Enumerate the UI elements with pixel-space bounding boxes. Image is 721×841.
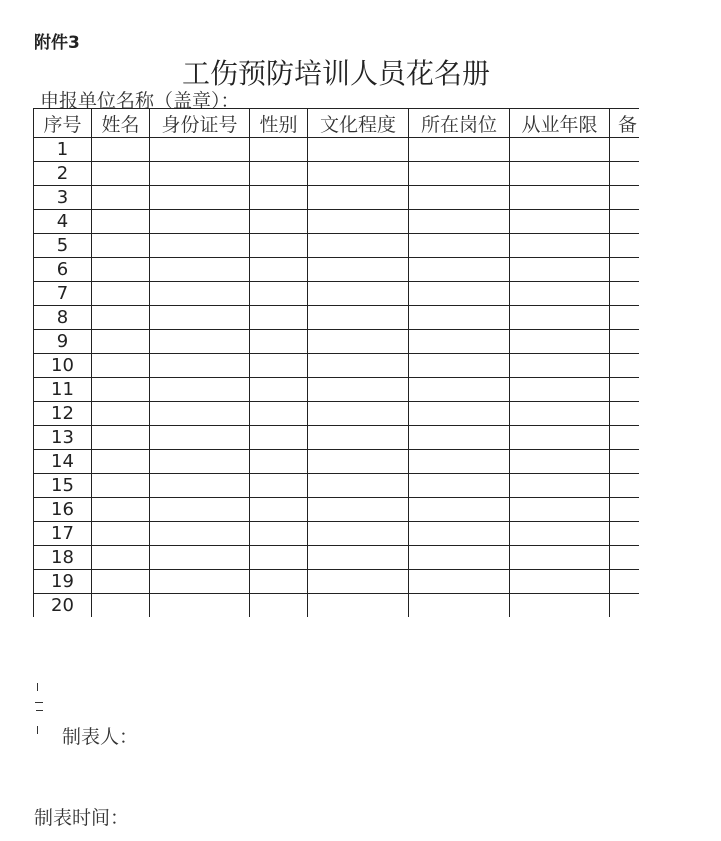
row-serial-number: 5 — [34, 234, 92, 258]
table-cell — [510, 234, 610, 258]
table-row — [34, 306, 640, 330]
table-cell — [610, 162, 640, 186]
table-cell — [510, 378, 610, 402]
table-cell — [409, 138, 510, 162]
table-cell — [409, 522, 510, 546]
table-cell — [250, 306, 308, 330]
table-cell — [92, 330, 150, 354]
table-row — [34, 594, 640, 618]
table-row — [34, 210, 640, 234]
table-cell — [150, 378, 250, 402]
row-serial-number: 1 — [34, 138, 92, 162]
table-cell — [610, 234, 640, 258]
table-cell — [250, 546, 308, 570]
table-row — [34, 234, 640, 258]
table-cell — [92, 306, 150, 330]
row-serial-number: 15 — [34, 474, 92, 498]
table-cell — [250, 570, 308, 594]
table-cell — [610, 282, 640, 306]
table-row — [34, 186, 640, 210]
table-cell — [610, 498, 640, 522]
table-row — [34, 546, 640, 570]
table-cell — [610, 378, 640, 402]
table-cell — [92, 234, 150, 258]
table-cell — [92, 186, 150, 210]
table-cell — [308, 282, 409, 306]
table-cell — [409, 162, 510, 186]
header-name: 姓名 — [92, 109, 150, 138]
table-cell — [150, 498, 250, 522]
table-cell — [510, 354, 610, 378]
table-cell — [510, 594, 610, 618]
table-cell — [150, 210, 250, 234]
table-cell — [250, 282, 308, 306]
table-cell — [250, 354, 308, 378]
table-cell — [510, 186, 610, 210]
table-cell — [92, 258, 150, 282]
row-serial-number: 20 — [34, 594, 92, 618]
table-cell — [92, 402, 150, 426]
table-cell — [92, 474, 150, 498]
table-cell — [308, 330, 409, 354]
table-cell — [250, 378, 308, 402]
maker-label: 制表人： — [62, 726, 139, 748]
table-row — [34, 522, 640, 546]
table-cell — [250, 234, 308, 258]
table-cell — [150, 138, 250, 162]
table-cell — [610, 306, 640, 330]
table-cell — [308, 402, 409, 426]
attachment-label: 附件3 — [34, 33, 80, 53]
make-time-label: 制表时间： — [34, 807, 130, 829]
table-cell — [610, 186, 640, 210]
table-cell — [150, 570, 250, 594]
row-serial-number: 13 — [34, 426, 92, 450]
header-education: 文化程度 — [308, 109, 409, 138]
table-row — [34, 258, 640, 282]
table-cell — [308, 450, 409, 474]
table-cell — [610, 474, 640, 498]
table-cell — [308, 594, 409, 618]
table-cell — [610, 402, 640, 426]
table-cell — [92, 498, 150, 522]
table-cell — [409, 450, 510, 474]
table-cell — [510, 402, 610, 426]
table-cell — [250, 330, 308, 354]
table-cell — [92, 546, 150, 570]
table-body — [34, 138, 640, 618]
table-cell — [308, 162, 409, 186]
table-cell — [510, 162, 610, 186]
header-years-experience: 从业年限 — [510, 109, 610, 138]
row-serial-number: 3 — [34, 186, 92, 210]
unit-name-label: 申报单位名称（盖章）： — [40, 90, 240, 112]
table-cell — [409, 474, 510, 498]
table-cell — [610, 426, 640, 450]
table-cell — [92, 594, 150, 618]
row-serial-number: 8 — [34, 306, 92, 330]
table-row — [34, 378, 640, 402]
table-row — [34, 138, 640, 162]
table-cell — [510, 282, 610, 306]
table-cell — [409, 234, 510, 258]
table-header-row — [34, 109, 640, 138]
table-cell — [150, 330, 250, 354]
table-cell — [510, 258, 610, 282]
table-cell — [150, 594, 250, 618]
table-cell — [308, 354, 409, 378]
row-serial-number: 10 — [34, 354, 92, 378]
table-cell — [308, 474, 409, 498]
table-cell — [409, 210, 510, 234]
table-cell — [510, 546, 610, 570]
table-cell — [150, 258, 250, 282]
table-cell — [308, 306, 409, 330]
table-cell — [150, 402, 250, 426]
table-cell — [150, 546, 250, 570]
table-row — [34, 426, 640, 450]
table-cell — [610, 258, 640, 282]
table-cell — [150, 162, 250, 186]
table-cell — [510, 474, 610, 498]
table-cell — [250, 426, 308, 450]
table-cell — [250, 594, 308, 618]
table-cell — [610, 450, 640, 474]
table-cell — [308, 426, 409, 450]
header-gender: 性别 — [250, 109, 308, 138]
row-serial-number: 7 — [34, 282, 92, 306]
table-cell — [92, 282, 150, 306]
row-serial-number: 9 — [34, 330, 92, 354]
row-serial-number: 17 — [34, 522, 92, 546]
table-cell — [409, 306, 510, 330]
table-cell — [308, 258, 409, 282]
table-cell — [308, 546, 409, 570]
table-cell — [92, 138, 150, 162]
page-title: 工伤预防培训人员花名册 — [181, 57, 490, 90]
table-cell — [610, 330, 640, 354]
table-row — [34, 450, 640, 474]
table-cell — [150, 474, 250, 498]
table-cell — [250, 210, 308, 234]
table-cell — [250, 402, 308, 426]
roster-table-container — [33, 108, 639, 617]
table-cell — [92, 426, 150, 450]
row-serial-number: 12 — [34, 402, 92, 426]
table-cell — [409, 498, 510, 522]
row-serial-number: 2 — [34, 162, 92, 186]
table-cell — [510, 450, 610, 474]
table-cell — [250, 186, 308, 210]
table-cell — [308, 138, 409, 162]
table-cell — [308, 234, 409, 258]
table-cell — [409, 282, 510, 306]
table-cell — [250, 162, 308, 186]
binding-marks — [34, 683, 44, 735]
table-cell — [308, 498, 409, 522]
table-cell — [510, 138, 610, 162]
table-row — [34, 282, 640, 306]
table-cell — [250, 450, 308, 474]
table-cell — [610, 546, 640, 570]
row-serial-number: 11 — [34, 378, 92, 402]
table-cell — [150, 426, 250, 450]
table-cell — [610, 354, 640, 378]
table-cell — [250, 498, 308, 522]
row-serial-number: 6 — [34, 258, 92, 282]
header-position: 所在岗位 — [409, 109, 510, 138]
row-serial-number: 4 — [34, 210, 92, 234]
table-cell — [150, 186, 250, 210]
table-cell — [409, 594, 510, 618]
table-cell — [92, 570, 150, 594]
table-row — [34, 474, 640, 498]
table-cell — [610, 594, 640, 618]
table-cell — [610, 138, 640, 162]
table-cell — [308, 186, 409, 210]
header-serial-no: 序号 — [34, 109, 92, 138]
table-cell — [510, 570, 610, 594]
table-cell — [409, 378, 510, 402]
table-row — [34, 330, 640, 354]
table-cell — [409, 330, 510, 354]
table-cell — [308, 378, 409, 402]
table-cell — [610, 570, 640, 594]
table-cell — [409, 186, 510, 210]
table-cell — [150, 234, 250, 258]
table-cell — [610, 522, 640, 546]
row-serial-number: 19 — [34, 570, 92, 594]
row-serial-number: 16 — [34, 498, 92, 522]
table-cell — [409, 402, 510, 426]
table-cell — [150, 354, 250, 378]
table-row — [34, 162, 640, 186]
table-cell — [510, 498, 610, 522]
table-cell — [308, 570, 409, 594]
table-cell — [250, 474, 308, 498]
header-remarks: 备 — [610, 109, 640, 138]
table-cell — [92, 210, 150, 234]
table-cell — [409, 570, 510, 594]
row-serial-number: 14 — [34, 450, 92, 474]
table-cell — [150, 306, 250, 330]
table-cell — [510, 210, 610, 234]
table-cell — [610, 210, 640, 234]
table-cell — [409, 354, 510, 378]
table-cell — [250, 138, 308, 162]
table-cell — [150, 282, 250, 306]
table-cell — [308, 522, 409, 546]
table-cell — [510, 330, 610, 354]
table-cell — [409, 426, 510, 450]
table-cell — [92, 450, 150, 474]
table-cell — [510, 306, 610, 330]
table-cell — [150, 522, 250, 546]
table-cell — [92, 354, 150, 378]
table-cell — [308, 210, 409, 234]
table-cell — [409, 546, 510, 570]
table-cell — [92, 162, 150, 186]
table-cell — [150, 450, 250, 474]
table-cell — [250, 522, 308, 546]
table-row — [34, 402, 640, 426]
table-row — [34, 570, 640, 594]
table-cell — [510, 522, 610, 546]
table-cell — [510, 426, 610, 450]
table-row — [34, 498, 640, 522]
roster-table — [33, 108, 639, 617]
table-cell — [250, 258, 308, 282]
table-row — [34, 354, 640, 378]
row-serial-number: 18 — [34, 546, 92, 570]
table-cell — [409, 258, 510, 282]
header-id-number: 身份证号 — [150, 109, 250, 138]
table-cell — [92, 522, 150, 546]
table-cell — [92, 378, 150, 402]
